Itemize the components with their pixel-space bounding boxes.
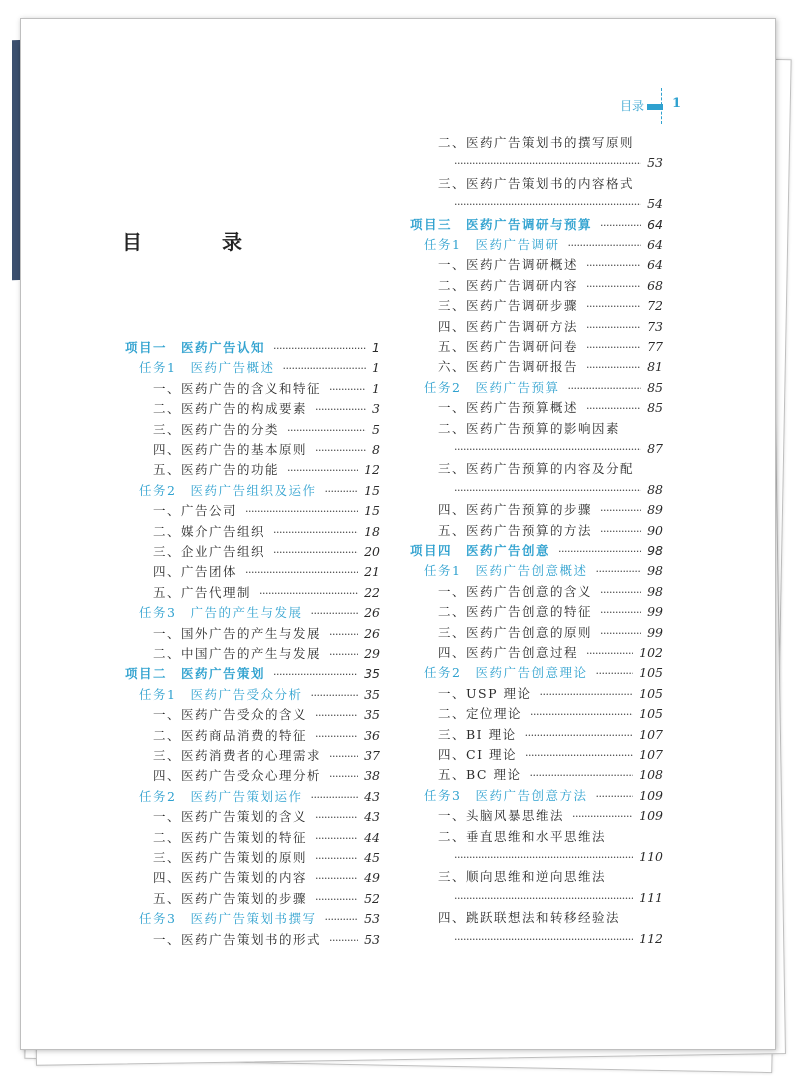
toc-dot-leader <box>259 585 358 603</box>
toc-page-number: 105 <box>639 665 663 681</box>
toc-page-number: 98 <box>647 583 663 599</box>
toc-entry-label: 四、跳跃联想法和转移经验法 <box>438 910 621 926</box>
toc-task-entry <box>139 910 380 928</box>
toc-leader-line <box>454 195 663 213</box>
toc-section-entry <box>438 746 663 764</box>
toc-task-entry <box>424 562 663 580</box>
toc-dot-leader <box>329 626 358 644</box>
toc-section-entry <box>438 909 663 927</box>
toc-dot-leader <box>600 502 641 520</box>
toc-page-number: 111 <box>639 889 663 905</box>
toc-entry-label: 一、国外广告的产生与发展 <box>153 625 322 641</box>
toc-dot-leader <box>595 665 633 683</box>
toc-section-entry <box>438 644 663 662</box>
toc-task-entry <box>139 686 380 704</box>
toc-section-entry <box>438 256 663 274</box>
toc-entry-label: 四、CI 理论 <box>438 747 517 762</box>
toc-entry-label: 三、医药广告策划的原则 <box>153 850 308 865</box>
toc-page-number: 53 <box>364 931 380 947</box>
toc-task-entry <box>424 236 663 254</box>
toc-leader-line <box>454 848 663 866</box>
toc-entry-label: 任务2 医药广告策划运作 <box>139 788 303 804</box>
toc-dot-leader <box>310 687 358 705</box>
toc-entry-label: 二、医药广告创意的特征 <box>438 604 593 620</box>
toc-section-entry <box>153 767 380 785</box>
toc-dot-leader <box>595 788 633 806</box>
toc-entry-label: 五、医药广告调研问卷 <box>438 339 579 354</box>
header-bar <box>647 104 663 110</box>
toc-page-number: 87 <box>647 441 663 456</box>
toc-entry-label: 一、医药广告策划书的形式 <box>153 931 322 947</box>
toc-entry-label: 任务3 医药广告创意方法 <box>424 787 588 803</box>
toc-leader-line <box>454 889 663 907</box>
toc-page-number: 1 <box>372 380 380 396</box>
toc-task-entry <box>139 482 380 500</box>
toc-dot-leader <box>315 401 366 419</box>
toc-dot-leader <box>454 890 633 908</box>
toc-section-entry <box>438 705 663 723</box>
toc-entry-label: 任务1 医药广告受众分析 <box>139 686 303 702</box>
toc-leader-line <box>454 930 663 948</box>
toc-page-number: 5 <box>372 421 380 437</box>
toc-dot-leader <box>529 767 633 785</box>
toc-dot-leader <box>273 544 358 562</box>
toc-page-number: 99 <box>647 604 663 620</box>
toc-page-number: 1 <box>372 340 380 355</box>
toc-page-number: 105 <box>639 685 663 701</box>
toc-section-entry <box>438 868 663 886</box>
toc-section-entry <box>153 706 380 724</box>
toc-dot-leader <box>454 196 641 214</box>
toc-dot-leader <box>600 584 641 602</box>
toc-entry-label: 二、中国广告的产生与发展 <box>153 646 322 661</box>
toc-section-entry <box>438 175 663 193</box>
toc-section-entry <box>438 726 663 744</box>
toc-dot-leader <box>324 911 358 929</box>
toc-section-entry <box>153 747 380 765</box>
toc-entry-label: 二、医药广告预算的影响因素 <box>438 420 621 436</box>
toc-dot-leader <box>600 523 641 541</box>
toc-section-entry <box>153 849 380 867</box>
toc-page-number: 64 <box>647 216 663 232</box>
toc-section-entry <box>438 134 663 152</box>
toc-page-number: 8 <box>372 442 380 457</box>
toc-section-entry <box>438 766 663 784</box>
toc-dot-leader <box>586 359 641 377</box>
toc-section-entry <box>153 869 380 887</box>
toc-entry-label: 一、医药广告受众的含义 <box>153 707 308 723</box>
toc-section-entry <box>153 441 380 459</box>
toc-page-number: 45 <box>364 850 380 865</box>
toc-page-number: 64 <box>647 257 663 273</box>
toc-section-entry <box>153 931 380 949</box>
toc-dot-leader <box>329 768 358 786</box>
toc-page-number: 36 <box>364 727 380 743</box>
toc-page-number: 109 <box>639 808 663 824</box>
toc-dot-leader <box>454 849 633 867</box>
toc-page-number: 53 <box>647 155 663 171</box>
toc-page-number: 20 <box>364 544 380 559</box>
toc-dot-leader <box>595 563 641 581</box>
toc-task-entry <box>139 604 380 622</box>
toc-entry-label: 二、医药商品消费的特征 <box>153 727 308 743</box>
toc-project-entry <box>125 339 380 357</box>
toc-section-entry <box>438 807 663 825</box>
toc-dot-leader <box>586 400 641 418</box>
toc-entry-label: 二、医药广告策划的特征 <box>153 829 308 845</box>
toc-entry-label: 二、医药广告调研内容 <box>438 277 579 293</box>
toc-dot-leader <box>287 422 366 440</box>
toc-entry-label: 项目三 医药广告调研与预算 <box>410 216 593 232</box>
toc-entry-label: 三、医药广告策划书的内容格式 <box>438 175 635 191</box>
toc-section-entry <box>438 399 663 417</box>
toc-page-number: 38 <box>364 768 380 784</box>
toc-dot-leader <box>525 727 634 745</box>
toc-page-number: 12 <box>364 462 380 478</box>
toc-entry-label: 四、医药广告的基本原则 <box>153 442 308 457</box>
toc-section-entry <box>153 523 380 541</box>
toc-entry-label: 任务3 医药广告策划书撰写 <box>139 911 317 927</box>
toc-dot-leader <box>586 339 641 357</box>
toc-dot-leader <box>539 686 633 704</box>
toc-page-number: 26 <box>364 605 380 621</box>
toc-entry-label: 项目一 医药广告认知 <box>125 340 266 355</box>
toc-entry-label: 二、医药广告的构成要素 <box>153 401 308 417</box>
toc-page-number: 81 <box>647 359 663 375</box>
toc-section-entry <box>438 685 663 703</box>
toc-entry-label: 一、医药广告预算概述 <box>438 400 579 416</box>
toc-section-entry <box>153 421 380 439</box>
toc-entry-label: 三、医药广告调研步骤 <box>438 298 579 314</box>
toc-entry-label: 一、广告公司 <box>153 503 238 519</box>
toc-entry-label: 四、医药广告策划的内容 <box>153 870 308 886</box>
toc-leader-line <box>454 481 663 499</box>
toc-entry-label: 四、医药广告预算的步骤 <box>438 502 593 518</box>
toc-entry-label: 二、垂直思维和水平思维法 <box>438 828 607 844</box>
toc-page-number: 112 <box>639 930 663 946</box>
toc-section-entry <box>153 400 380 418</box>
toc-title: 目 录 <box>122 230 272 254</box>
toc-page-number: 29 <box>364 646 380 661</box>
toc-page-number: 99 <box>647 624 663 640</box>
toc-section-entry <box>153 727 380 745</box>
toc-entry-label: 五、广告代理制 <box>153 584 252 600</box>
toc-entry-label: 一、医药广告的含义和特征 <box>153 380 322 396</box>
toc-entry-label: 三、顺向思维和逆向思维法 <box>438 869 607 885</box>
toc-entry-label: 四、广告团体 <box>153 564 238 580</box>
toc-dot-leader <box>315 809 358 827</box>
toc-dot-leader <box>600 217 641 235</box>
toc-dot-leader <box>315 707 358 725</box>
header-label: 目录 <box>620 99 645 113</box>
toc-entry-label: 任务1 医药广告创意概述 <box>424 563 588 579</box>
toc-leader-line <box>454 440 663 458</box>
toc-entry-label: 一、医药广告策划的含义 <box>153 809 308 825</box>
toc-dot-leader <box>586 645 633 663</box>
toc-page-number: 109 <box>639 787 663 803</box>
toc-project-entry <box>125 665 380 683</box>
toc-page-number: 21 <box>364 564 380 580</box>
toc-entry-label: 四、医药广告创意过程 <box>438 645 579 660</box>
toc-entry-label: 六、医药广告调研报告 <box>438 359 579 375</box>
toc-section-entry <box>438 828 663 846</box>
toc-page-number: 85 <box>647 379 663 395</box>
toc-section-entry <box>153 829 380 847</box>
toc-dot-leader <box>315 870 358 888</box>
toc-entry-label: 五、医药广告策划的步骤 <box>153 890 308 906</box>
toc-dot-leader <box>310 789 358 807</box>
toc-entry-label: 二、定位理论 <box>438 706 523 722</box>
toc-entry-label: 项目二 医药广告策划 <box>125 666 266 682</box>
toc-dot-leader <box>329 748 358 766</box>
toc-page-number: 98 <box>647 543 663 558</box>
toc-dot-leader <box>329 381 366 399</box>
toc-entry-label: 一、医药广告调研概述 <box>438 257 579 273</box>
running-header <box>620 96 682 114</box>
toc-section-entry <box>438 318 663 336</box>
toc-section-entry <box>438 603 663 621</box>
toc-page-number: 85 <box>647 400 663 416</box>
toc-dot-leader <box>454 441 641 459</box>
toc-page-number: 52 <box>364 890 380 906</box>
toc-entry-label: 任务1 医药广告概述 <box>139 360 275 376</box>
toc-entry-label: 任务2 医药广告组织及运作 <box>139 482 317 498</box>
toc-dot-leader <box>315 891 358 909</box>
toc-entry-label: 四、医药广告调研方法 <box>438 318 579 334</box>
toc-task-entry <box>139 788 380 806</box>
toc-section-entry <box>438 297 663 315</box>
toc-entry-label: 五、BC 理论 <box>438 767 522 783</box>
toc-page-number: 3 <box>372 401 380 417</box>
toc-entry-label: 五、医药广告预算的方法 <box>438 522 593 538</box>
toc-page-number: 22 <box>364 584 380 600</box>
toc-entry-label: 任务3 广告的产生与发展 <box>139 605 303 621</box>
toc-entry-label: 三、企业广告组织 <box>153 544 266 559</box>
toc-project-entry <box>410 216 663 234</box>
toc-page-number: 35 <box>364 686 380 702</box>
toc-entry-label: 任务2 医药广告创意理论 <box>424 665 588 681</box>
toc-dot-leader <box>315 442 366 460</box>
toc-leader-line <box>454 154 663 172</box>
toc-dot-leader <box>586 278 641 296</box>
toc-entry-label: 三、医药广告的分类 <box>153 421 280 437</box>
toc-dot-leader <box>287 462 358 480</box>
toc-entry-label: 三、医药广告预算的内容及分配 <box>438 461 635 477</box>
toc-section-entry <box>153 645 380 663</box>
toc-section-entry <box>153 625 380 643</box>
toc-entry-label: 任务2 医药广告预算 <box>424 379 560 395</box>
toc-page-number: 90 <box>647 522 663 538</box>
toc-page-number: 35 <box>364 666 380 682</box>
toc-dot-leader <box>454 482 641 500</box>
toc-page-number: 89 <box>647 502 663 518</box>
toc-dot-leader <box>454 931 633 949</box>
toc-dot-leader <box>324 483 358 501</box>
toc-entry-label: 一、头脑风暴思维法 <box>438 808 565 824</box>
toc-section-entry <box>438 277 663 295</box>
toc-dot-leader <box>600 625 641 643</box>
toc-page-number: 54 <box>647 196 663 212</box>
toc-entry-label: 四、医药广告受众心理分析 <box>153 768 322 784</box>
toc-dot-leader <box>525 747 633 765</box>
toc-dot-leader <box>567 237 641 255</box>
toc-section-entry <box>153 380 380 398</box>
toc-entry-label: 三、BI 理论 <box>438 726 517 742</box>
toc-page-number: 26 <box>364 625 380 641</box>
toc-section-entry <box>438 358 663 376</box>
toc-page-number: 72 <box>647 298 663 314</box>
toc-page-number: 49 <box>364 870 380 886</box>
toc-dot-leader <box>315 830 358 848</box>
toc-section-entry <box>153 584 380 602</box>
toc-page-number: 18 <box>364 523 380 539</box>
toc-page-number: 15 <box>364 482 380 498</box>
toc-dot-leader <box>600 604 641 622</box>
toc-page-number: 53 <box>364 911 380 927</box>
toc-page-number: 98 <box>647 563 663 579</box>
toc-section-entry <box>153 563 380 581</box>
toc-task-entry <box>424 787 663 805</box>
toc-dot-leader <box>329 646 358 664</box>
toc-project-entry <box>410 542 663 560</box>
toc-dot-leader <box>572 808 633 826</box>
toc-dot-leader <box>245 564 358 582</box>
toc-section-entry <box>438 583 663 601</box>
toc-dot-leader <box>273 340 366 358</box>
toc-dot-leader <box>530 706 633 724</box>
toc-dot-leader <box>310 605 358 623</box>
toc-page-number: 1 <box>372 360 380 376</box>
toc-page-number: 44 <box>364 829 380 845</box>
toc-dot-leader <box>329 932 358 950</box>
toc-section-entry <box>153 890 380 908</box>
toc-dot-leader <box>315 850 358 868</box>
toc-entry-label: 二、医药广告策划书的撰写原则 <box>438 135 635 150</box>
toc-dot-leader <box>282 360 366 378</box>
header-page-number: 1 <box>672 96 682 111</box>
toc-task-entry <box>424 664 663 682</box>
toc-section-entry <box>438 501 663 519</box>
toc-dot-leader <box>586 257 641 275</box>
toc-page-number: 73 <box>647 318 663 334</box>
toc-section-entry <box>438 522 663 540</box>
toc-section-entry <box>438 420 663 438</box>
toc-page-number: 68 <box>647 277 663 293</box>
toc-page-number: 110 <box>639 849 663 864</box>
toc-dot-leader <box>586 298 641 316</box>
toc-entry-label: 一、医药广告创意的含义 <box>438 583 593 599</box>
toc-entry-label: 三、医药消费者的心理需求 <box>153 748 322 763</box>
toc-page-number: 88 <box>647 481 663 497</box>
toc-entry-label: 项目四 医药广告创意 <box>410 543 551 558</box>
toc-dot-leader <box>567 380 641 398</box>
toc-task-entry <box>424 379 663 397</box>
toc-page-number: 102 <box>639 645 663 660</box>
toc-section-entry <box>438 338 663 356</box>
toc-section-entry <box>438 624 663 642</box>
toc-dot-leader <box>273 524 358 542</box>
toc-dot-leader <box>315 728 358 746</box>
toc-section-entry <box>438 460 663 478</box>
toc-page-number: 43 <box>364 809 380 825</box>
toc-entry-label: 三、医药广告创意的原则 <box>438 624 593 640</box>
toc-entry-label: 五、医药广告的功能 <box>153 462 280 478</box>
toc-entry-label: 一、USP 理论 <box>438 685 532 701</box>
toc-section-entry <box>153 502 380 520</box>
toc-page-number: 37 <box>364 748 380 763</box>
toc-dot-leader <box>273 666 358 684</box>
toc-dot-leader <box>586 319 641 337</box>
toc-section-entry <box>153 808 380 826</box>
toc-page-number: 107 <box>639 726 663 742</box>
toc-page-number: 64 <box>647 237 663 252</box>
toc-section-entry <box>153 461 380 479</box>
toc-page-number: 35 <box>364 707 380 723</box>
toc-page-number: 108 <box>639 767 663 783</box>
toc-page-number: 43 <box>364 788 380 804</box>
toc-page-number: 15 <box>364 503 380 519</box>
toc-dot-leader <box>245 503 358 521</box>
toc-section-entry <box>153 543 380 561</box>
toc-entry-label: 二、媒介广告组织 <box>153 523 266 539</box>
toc-dot-leader <box>558 543 641 561</box>
toc-page-number: 77 <box>647 339 663 354</box>
toc-dot-leader <box>454 155 641 173</box>
toc-task-entry <box>139 359 380 377</box>
toc-entry-label: 任务1 医药广告调研 <box>424 237 560 252</box>
toc-page-number: 107 <box>639 747 663 762</box>
toc-page-number: 105 <box>639 706 663 722</box>
